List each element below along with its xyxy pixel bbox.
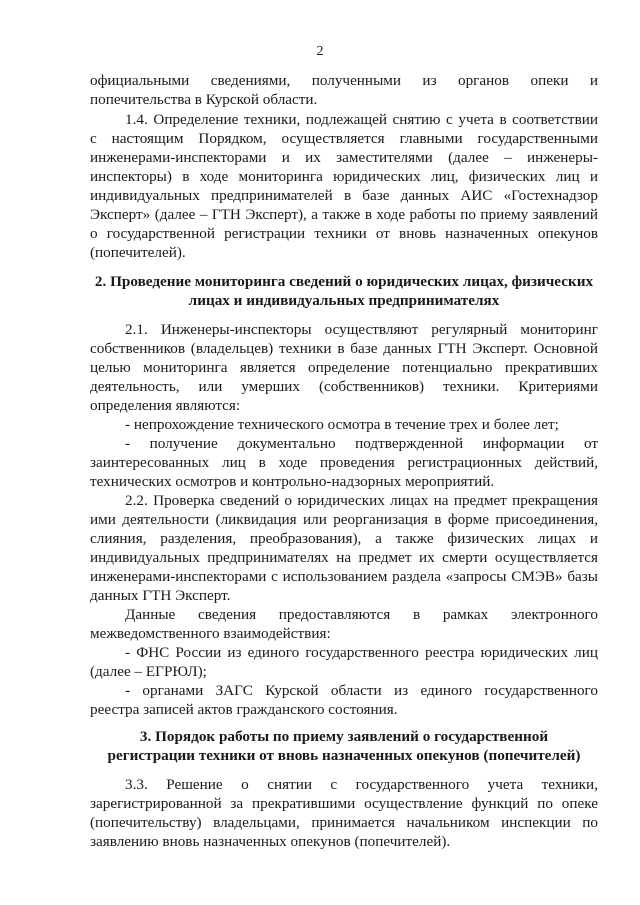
list-item: - ФНС России из единого государственного реестра юридических лиц [125, 644, 598, 661]
page-number: 2 [316, 44, 324, 59]
text-line: индивидуальных предпринимателях на предмет их смерти осуществляется [90, 549, 598, 566]
text-line: 2.1. Инженеры-инспекторы осуществляют регулярный мониторинг [125, 321, 598, 338]
text-line: 2.2. Проверка сведений о юридических лицах на предмет прекращения [125, 492, 598, 509]
section-heading-2: 2. Проведение мониторинга сведений о юридических лицах, физических [94, 273, 594, 290]
text-line: целью мониторинга является определение потенциально прекративших [90, 359, 598, 376]
text-line: (попечительству) владельцами, принимается начальником инспекции по [90, 814, 598, 831]
section-heading-3: регистрации техники от вновь назначенных опекунов (попечителей) [107, 747, 581, 764]
text-line: инспекторы) в ходе мониторинга юридических лиц, физических лиц и [90, 168, 598, 185]
text-line: ими деятельности (ликвидация или реорганизация в форме присоединения, [90, 511, 598, 528]
text-line: заинтересованных лиц в ходе проведения регистрационных действий, [90, 454, 598, 471]
text-line: заявлению вновь назначенных опекунов (попечителей). [90, 833, 451, 850]
section-heading-2: лицах и индивидуальных предпринимателях [188, 292, 500, 309]
text-line: данных ГТН Эксперт. [90, 587, 231, 604]
section-heading-3: 3. Порядок работы по приему заявлений о государственной [139, 728, 549, 745]
text-line: деятельность, или умерших (собственников) техники. Критериями [90, 378, 598, 395]
text-line: инженерами-инспекторами с использованием раздела «запросы СМЭВ» базы [90, 568, 598, 585]
text-line: 1.4. Определение техники, подлежащей снятию с учета в соответствии [125, 111, 598, 128]
text-line: о государственной регистрации техники от вновь назначенных опекунов [90, 225, 598, 242]
text-line: собственников (владельцев) техники в базе данных ГТН Эксперт. Основной [90, 340, 598, 357]
list-item: - непрохождение технического осмотра в течение трех и более лет; [125, 416, 559, 433]
list-item: - органами ЗАГС Курской области из единого государственного [125, 682, 598, 699]
text-line: 3.3. Решение о снятии с государственного учета техники, [125, 776, 598, 793]
text-line: определения являются: [90, 397, 241, 414]
text-line: с настоящим Порядком, осуществляется главными государственными [90, 130, 598, 147]
text-line: инженерами-инспекторами и их заместителями (далее – инженеры- [90, 149, 598, 166]
text-line: индивидуальных предпринимателей в базе данных АИС «Гостехнадзор [90, 187, 598, 204]
text-line: зарегистрированной за прекратившими осуществление функций по опеке [90, 795, 598, 812]
text-line: Эксперт» (далее – ГТН Эксперт), а также в ходе работы по приему заявлений [90, 206, 598, 223]
text-line: межведомственного взаимодействия: [90, 625, 331, 642]
text-line: Данные сведения предоставляются в рамках электронного [125, 606, 598, 623]
text-line: попечительства в Курской области. [90, 91, 318, 108]
text-line: технических осмотров и контрольно-надзорных мероприятий. [90, 473, 495, 490]
text-line: (попечителей). [90, 244, 186, 261]
text-line: (далее – ЕГРЮЛ); [90, 663, 207, 680]
text-line: слияния, разделения, преобразования), а также физических лицах и [90, 530, 598, 547]
list-item: - получение документально подтвержденной информации от [125, 435, 598, 452]
text-line: реестра записей актов гражданского состояния. [90, 701, 398, 718]
text-line: официальными сведениями, полученными из органов опеки и [90, 72, 598, 89]
